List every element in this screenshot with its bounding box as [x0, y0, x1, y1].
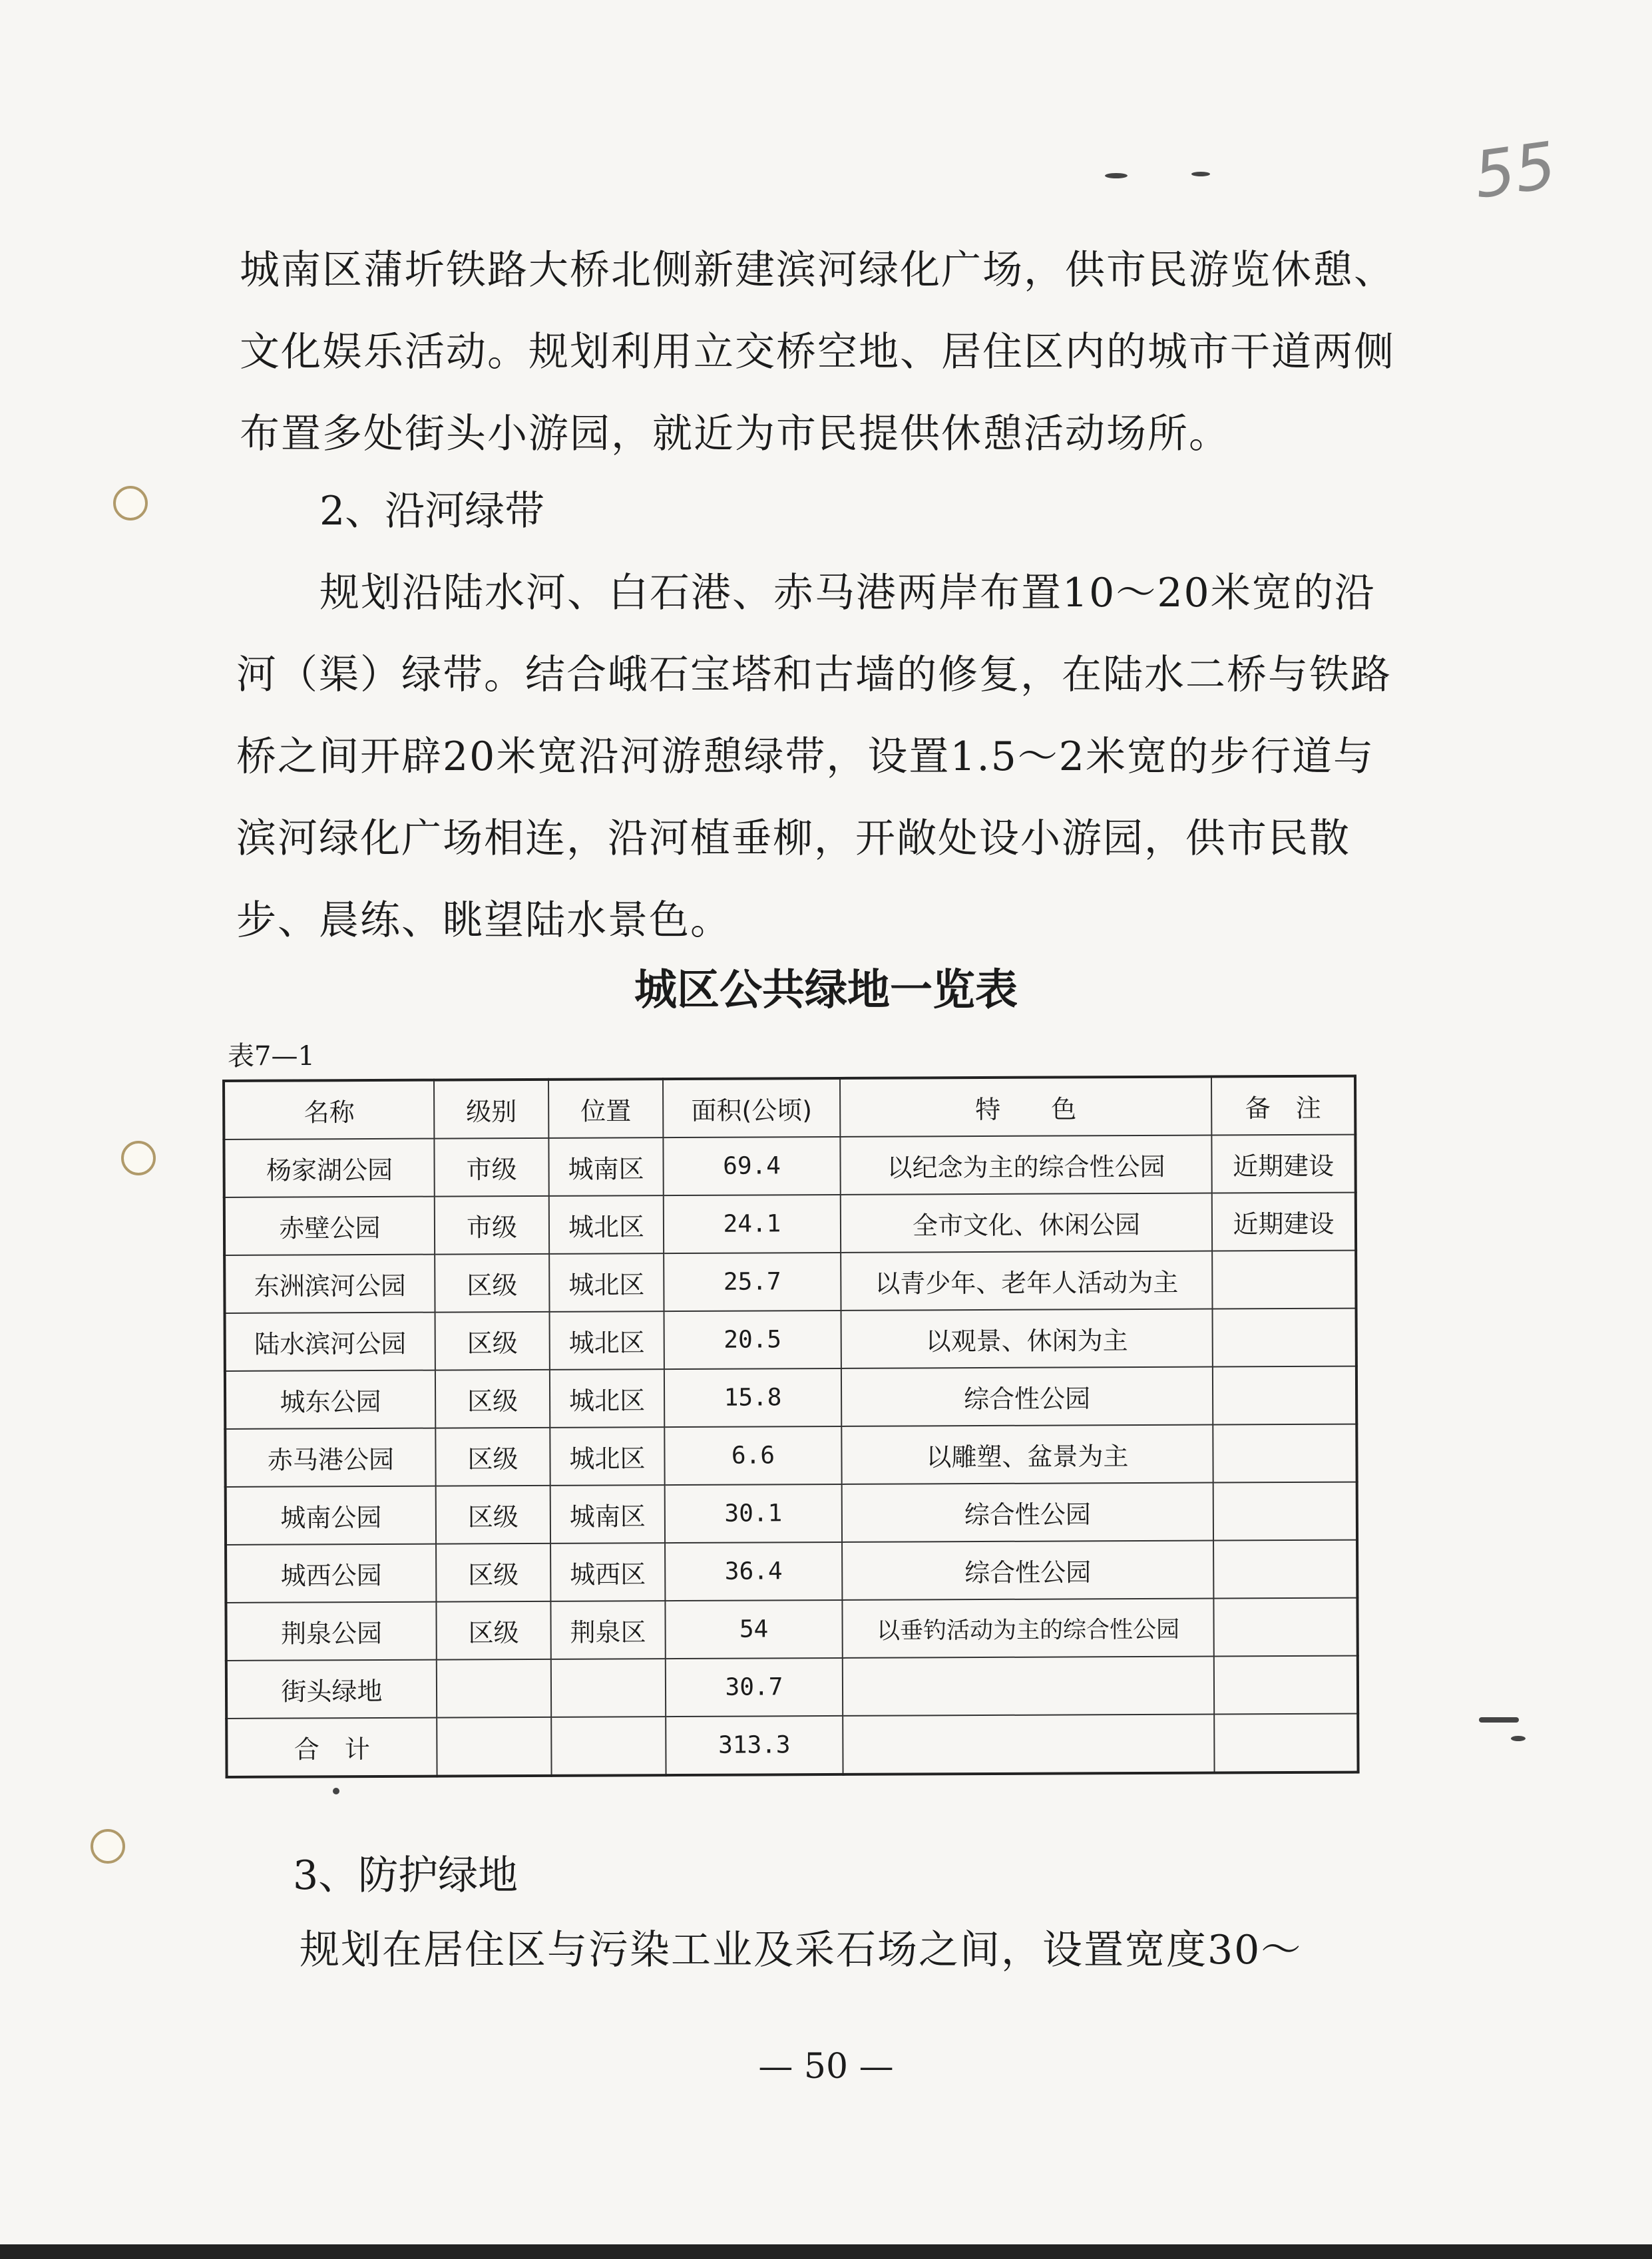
cell-name: 街头绿地: [226, 1660, 437, 1719]
cell-name: 杨家湖公园: [224, 1139, 434, 1197]
cell-level: [437, 1659, 551, 1718]
cell-name: 城南公园: [226, 1486, 436, 1545]
cell-level: 区级: [436, 1486, 550, 1544]
handwritten-page-mark: 55: [1469, 128, 1561, 213]
cell-location: 城北区: [550, 1369, 664, 1428]
cell-location: 城南区: [550, 1485, 665, 1543]
cell-location: [551, 1717, 666, 1776]
paragraph-1: 城南区蒲圻铁路大桥北侧新建滨河绿化广场，供市民游览休憩、文化娱乐活动。规划利用立交桥空地、居住区内的城市干道两侧布置多处街头小游园，就近为市民提供休憩活动场所。: [240, 247, 1395, 457]
paragraph-2: 规划沿陆水河、白石港、赤马港两岸布置10～20米宽的沿河（渠）绿带。结合峨石宝塔和古墙的修复，在陆水二桥与铁路桥之间开辟20米宽沿河游憩绿带，设置1.5～2米宽的步行道与滨河绿化广场相连，沿河植垂柳，开敞处设小游园，供市民散步、晨练、眺望陆水景色。: [236, 570, 1392, 944]
scan-speck: [333, 1788, 339, 1794]
cell-location: 城北区: [550, 1427, 664, 1486]
cell-name: 陆水滨河公园: [225, 1313, 435, 1371]
table-row: [226, 1482, 1357, 1545]
cell-feature: 综合性公园: [842, 1541, 1213, 1600]
cell-area: 6.6: [664, 1426, 841, 1485]
cell-remark: [1213, 1598, 1357, 1657]
cell-area: 30.1: [665, 1484, 842, 1543]
cell-feature: 以青少年、老年人活动为主: [841, 1251, 1212, 1311]
scan-edge-band: [0, 2244, 1652, 2259]
table-title: 城区公共绿地一览表: [634, 966, 1018, 1015]
table-row: [225, 1424, 1356, 1487]
cell-feature: [843, 1715, 1214, 1774]
cell-name: 荆泉公园: [226, 1602, 436, 1661]
cell-feature: 以纪念为主的综合性公园: [840, 1135, 1211, 1195]
table-row: [226, 1598, 1357, 1661]
cell-name: 合 计: [226, 1718, 437, 1777]
cell-area: 313.3: [666, 1716, 843, 1775]
cell-location: 城北区: [550, 1311, 664, 1370]
cell-level: 区级: [435, 1370, 550, 1428]
table-row: [225, 1309, 1356, 1371]
cell-remark: 近期建设: [1212, 1193, 1356, 1251]
table-header-row: [224, 1076, 1355, 1139]
header-remark: 备 注: [1211, 1076, 1355, 1135]
header-feature: 特 色: [840, 1077, 1211, 1137]
cell-location: [551, 1659, 666, 1717]
cell-level: 市级: [434, 1138, 548, 1197]
cell-area: 54: [665, 1600, 842, 1659]
cell-name: 城西公园: [226, 1544, 436, 1603]
table-label: 表7—1: [228, 1041, 315, 1072]
punch-hole-middle: [121, 1141, 156, 1175]
cell-location: 荆泉区: [550, 1601, 665, 1659]
public-green-space-table: [222, 1075, 1360, 1778]
cell-area: 25.7: [664, 1253, 841, 1311]
cell-level: [437, 1717, 551, 1776]
cell-feature: 综合性公园: [841, 1367, 1213, 1426]
cell-level: 市级: [435, 1196, 549, 1255]
cell-name: 东洲滨河公园: [224, 1255, 435, 1313]
cell-level: 区级: [436, 1601, 550, 1660]
cell-level: 区级: [435, 1312, 550, 1370]
header-level: 级别: [434, 1080, 548, 1139]
section-2-heading: 2、沿河绿带: [319, 488, 545, 534]
cell-area: 30.7: [666, 1658, 843, 1717]
header-name: 名称: [224, 1080, 434, 1139]
cell-feature: 以雕塑、盆景为主: [841, 1425, 1213, 1484]
scan-speck: [1479, 1717, 1519, 1723]
table-row: [224, 1193, 1356, 1255]
scan-speck: [1191, 172, 1210, 176]
scan-speck: [1105, 173, 1128, 178]
cell-area: 15.8: [664, 1368, 841, 1427]
cell-feature: 综合性公园: [842, 1483, 1213, 1542]
cell-remark: [1213, 1309, 1356, 1367]
cell-location: 城西区: [550, 1543, 665, 1601]
cell-level: 区级: [435, 1254, 549, 1313]
cell-feature: 以观景、休闲为主: [841, 1309, 1213, 1368]
table-row: [224, 1135, 1355, 1197]
table-row: [226, 1656, 1358, 1719]
cell-remark: 近期建设: [1211, 1135, 1355, 1193]
cell-area: 20.5: [664, 1311, 841, 1369]
cell-location: 城北区: [549, 1195, 664, 1254]
scan-speck: [1511, 1736, 1526, 1741]
punch-hole-bottom: [91, 1829, 125, 1864]
cell-remark: [1214, 1656, 1358, 1715]
cell-area: 36.4: [665, 1542, 842, 1601]
cell-name: 赤马港公园: [225, 1428, 435, 1487]
cell-feature: 全市文化、休闲公园: [841, 1193, 1212, 1253]
section-3-heading: 3、防护绿地: [293, 1852, 518, 1899]
cell-area: 69.4: [663, 1137, 840, 1195]
punch-hole-top: [113, 486, 148, 520]
cell-remark: [1214, 1714, 1358, 1773]
cell-remark: [1213, 1540, 1357, 1599]
cell-location: 城北区: [549, 1253, 664, 1312]
cell-level: 区级: [436, 1543, 550, 1602]
cell-feature: [843, 1657, 1214, 1716]
cell-remark: [1213, 1424, 1356, 1483]
header-location: 位置: [548, 1079, 663, 1138]
cell-remark: [1213, 1482, 1357, 1541]
cell-level: 区级: [435, 1428, 550, 1486]
page-number: — 50 —: [758, 2047, 894, 2087]
header-area: 面积(公顷): [663, 1078, 840, 1137]
paragraph-3: 规划在居住区与污染工业及采石场之间，设置宽度30～: [300, 1927, 1303, 1973]
table-row: [224, 1251, 1356, 1313]
table-row: [226, 1540, 1357, 1603]
cell-name: 赤壁公园: [224, 1197, 435, 1255]
cell-feature: 以垂钓活动为主的综合性公园: [842, 1599, 1213, 1658]
cell-location: 城南区: [548, 1137, 663, 1196]
cell-remark: [1212, 1251, 1356, 1309]
cell-area: 24.1: [664, 1195, 841, 1253]
cell-name: 城东公园: [225, 1370, 435, 1429]
cell-remark: [1213, 1366, 1356, 1425]
table-total-row: [226, 1714, 1358, 1777]
table-row: [225, 1366, 1356, 1429]
